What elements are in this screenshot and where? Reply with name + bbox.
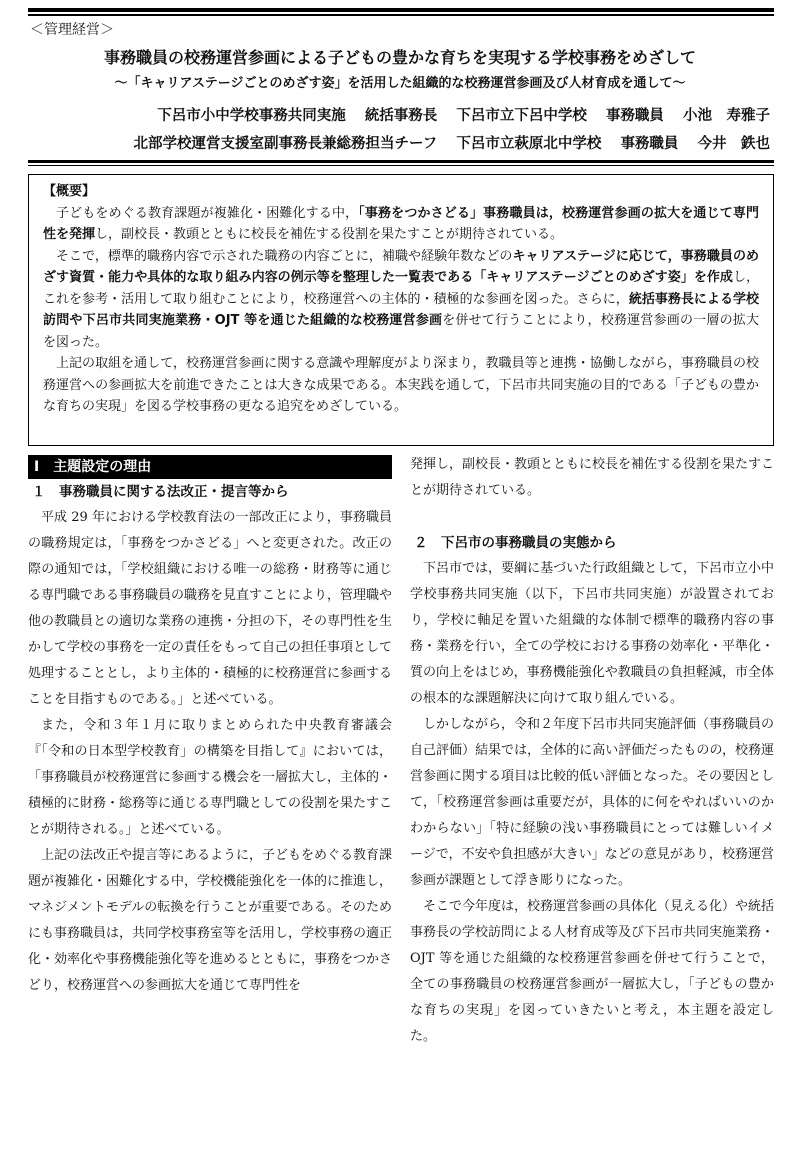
- body-paragraph: しかしながら，令和２年度下呂市共同実施評価（事務職員の自己評価）結果では，全体的に高い評価だったものの，校務運営参画に関する項目は比較的低い評価となった。その要因として，「校務運営参画は重要だが，具体的に何をやればいいのかわからない」「特に経験の浅い事務職員にとっては難しいイメージで，不安や負担感が大きい」などの意見があり，校務運営参画が課題として浮き彫りになった。: [410, 717, 775, 888]
- author-school: 下呂市立下呂中学校: [456, 108, 587, 124]
- header-rule-thin: [28, 165, 774, 166]
- top-rule-thick: [28, 8, 774, 12]
- paper-title: 事務職員の校務運営参画による子どもの豊かな育ちを実現する学校事務をめざして: [103, 48, 696, 67]
- subsection-heading-2: ２ 下呂市の事務職員の実態から: [414, 535, 617, 551]
- abstract-paragraph-1: 子どもをめぐる教育課題が複雑化・困難化する中，「事務をつかさどる」事務職員は，校務運営参画の拡大を通じて専門性を発揮し，副校長・教頭とともに校長を補佐する役割を果たすことが期待されている。: [43, 205, 759, 242]
- author-name: 小池 寿雅子: [683, 108, 770, 124]
- author-line-2: [134, 133, 770, 155]
- abstract-box: [28, 174, 774, 446]
- author-org: 下呂市小中学校事務共同実施: [157, 108, 346, 124]
- body-paragraph-continued: 発揮し，副校長・教頭とともに校長を補佐する役割を果たすことが期待されている。: [410, 457, 775, 498]
- right-column: [410, 452, 774, 1050]
- header-rule-thick: [28, 160, 774, 163]
- body-paragraph: 下呂市では，要綱に基づいた行政組織として，下呂市立小中学校事務共同実施（以下，下呂市共同実施）が設置されており，学校に軸足を置いた組織的な体制で標準的職務内容の事務・業務を行い，全ての学校における事務の効率化・平準化・質の向上をはじめ，事務機能強化や教職員の負担軽減，市全体の根本的な課題解決に向けて取り組んでいる。: [410, 561, 775, 706]
- abstract-paragraph-3: 上記の取組を通して，校務運営参画に関する意識や理解度がより深まり，教職員等と連携・協働しながら，事務職員の校務運営への参画拡大を前進できたことは大きな成果である。本実践を通して，下呂市共同実施の目的である「子どもの豊かな育ちの実現」を図る学校事務の更なる追究をめざしている。: [43, 356, 759, 414]
- author-role: 統括事務長: [364, 108, 438, 124]
- top-rule-thin: [28, 14, 774, 16]
- body-paragraph: また，令和３年１月に取りまとめられた中央教育審議会『「令和の日本型学校教育」の構築を目指して』においては，「事務職員が校務運営に参画する機会を一層拡大し，主体的・積極的に財務・総務等に通じる専門職としての役割を果たすことが期待される。」と述べている。: [28, 718, 393, 837]
- author-line-1: [157, 105, 770, 127]
- author-position: 事務職員: [605, 108, 664, 124]
- left-column: [28, 455, 392, 999]
- author-name: 今井 鉄也: [697, 136, 770, 152]
- abstract-paragraph-2: そこで，標準的職務内容で示された職務の内容ごとに，補職や経験年数などのキャリアステージに応じて，事務職員のめざす資質・能力や具体的な取り組み内容の例示等を整理した一覧表である「キャリアステージごとのめざす姿」を作成し，これを参考・活用して取り組むことにより，校務運営への主体的・積極的な参画を図った。さらに，統括事務長による学校訪問や下呂市共同実施業務・OJT 等を通じた組織的な校務運営参画を併せて行うことにより，校務運営参画の一層の拡大を図った。: [43, 248, 760, 350]
- body-paragraph: 上記の法改正や提言等にあるように，子どもをめぐる教育課題が複雑化・困難化する中，学校機能強化を一体的に推進し，マネジメントモデルの転換を行うことが重要である。そのためにも事務職員は，共同学校事務室等を活用し，学校事務の適正化・効率化や事務機能強化等を進めるとともに，事務をつかさどり，校務運営への参画拡大を通じて専門性を: [28, 848, 393, 993]
- section-heading: Ⅰ 主題設定の理由: [28, 455, 392, 479]
- abstract-heading: 【概要】: [43, 184, 96, 199]
- paper-subtitle: ～「キャリアステージごとのめざす姿」を活用した組織的な校務運営参画及び人材育成を通して～: [114, 76, 686, 91]
- category-label: ＜管理経営＞: [30, 22, 114, 38]
- subsection-heading-1: １ 事務職員に関する法改正・提言等から: [32, 484, 289, 500]
- author-position: 事務職員: [620, 136, 679, 152]
- body-paragraph: 平成 29 年における学校教育法の一部改正により，事務職員の職務規定は，「事務をつかさどる」へと変更された。改正の際の通知では，「学校組織における唯一の総務・財務等に通じる専門職である事務職員の職務を見直すことにより，管理職や他の教職員との適切な業務の連携・分担の下，その専門性を生かして学校の事務を一定の責任をもって自己の担任事項として処理することとし，より主体的・積極的に校務運営に参画することを目指すものである。」と述べている。: [28, 510, 393, 707]
- body-paragraph: そこで今年度は，校務運営参画の具体化（見える化）や統括事務長の学校訪問による人材育成等及び下呂市共同実施業務・OJT 等を通じた組織的な校務運営参画を併せて行うことで，全ての事務職員の校務運営参画が一層拡大し，「子どもの豊かな育ちの実現」を図っていきたいと考え，本主題を設定した。: [410, 899, 775, 1044]
- author-school: 下呂市立萩原北中学校: [456, 136, 602, 152]
- author-org: 北部学校運営支援室副事務長兼総務担当チーフ: [133, 136, 438, 152]
